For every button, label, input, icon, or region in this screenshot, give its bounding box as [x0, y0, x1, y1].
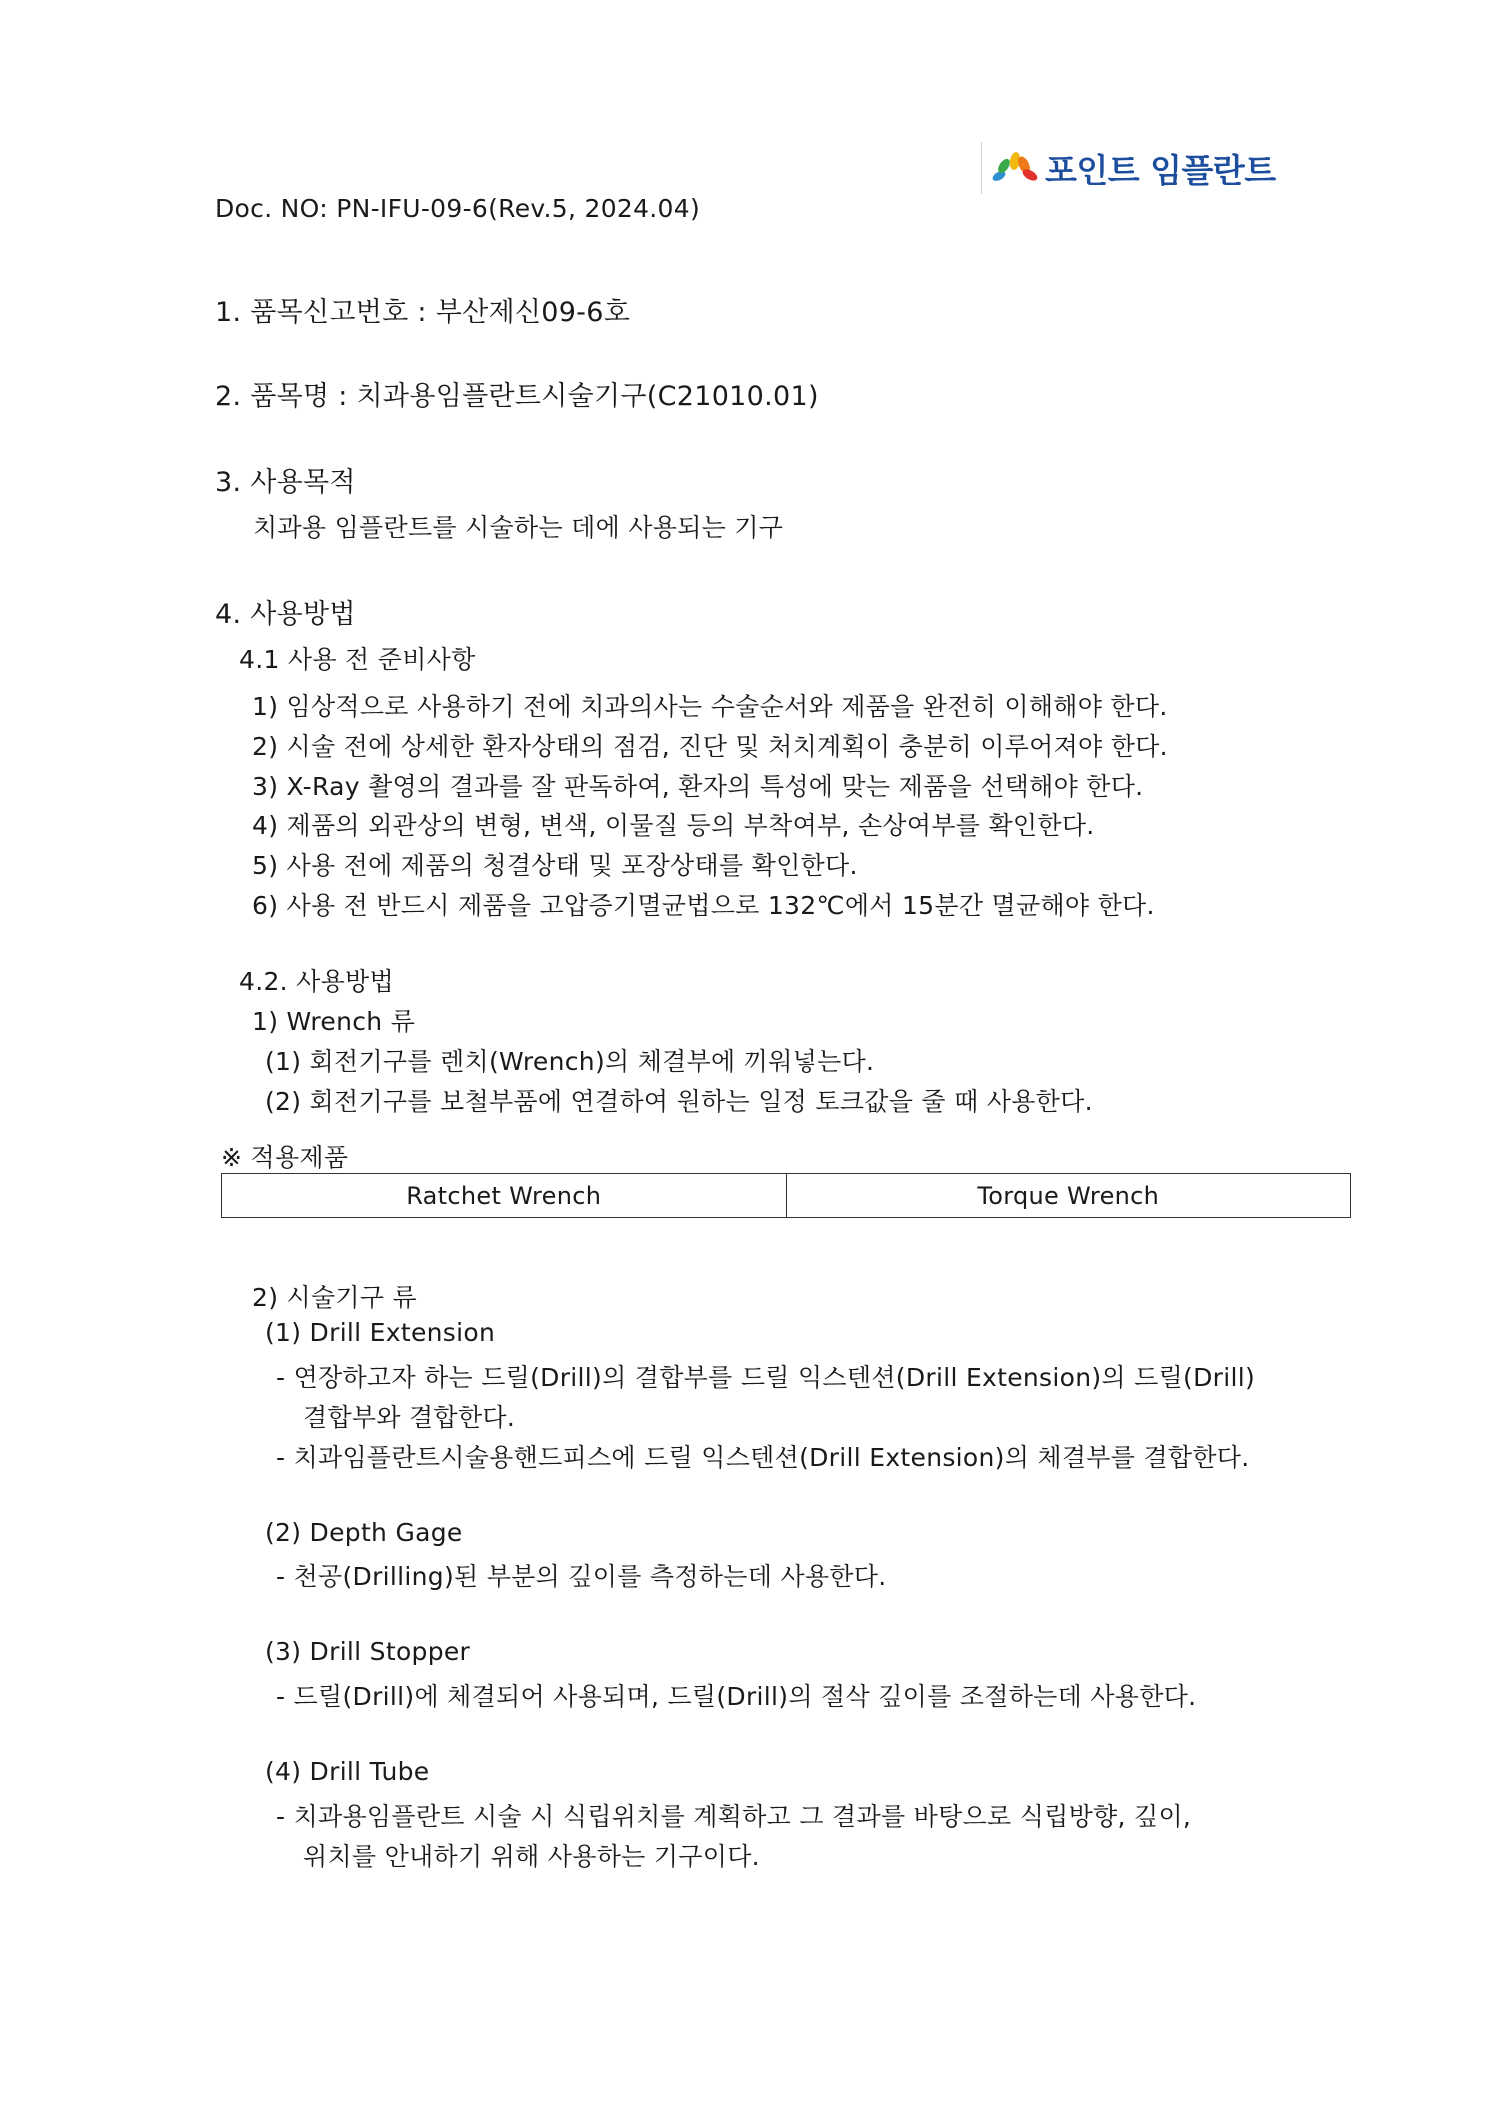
section-4-title: 4. 사용방법 — [215, 599, 356, 630]
prep-item: 2) 시술 전에 상세한 환자상태의 점검, 진단 및 처치계획이 충분히 이루어져야 한다. — [252, 732, 1168, 761]
prep-item: 4) 제품의 외관상의 변형, 변색, 이물질 등의 부착여부, 손상여부를 확인한다. — [252, 811, 1095, 840]
depth-gage-title: (2) Depth Gage — [265, 1518, 463, 1547]
drill-stopper-line: - 드릴(Drill)에 체결되어 사용되며, 드릴(Drill)의 절삭 깊이를 조절하는데 사용한다. — [276, 1682, 1197, 1711]
instruments-title: 2) 시술기구 류 — [252, 1283, 418, 1312]
prep-item: 6) 사용 전 반드시 제품을 고압증기멸균법으로 132℃에서 15분간 멸균해야 한다. — [252, 891, 1155, 920]
drill-extension-line: 결합부와 결합한다. — [303, 1403, 516, 1432]
wrench-item: (1) 회전기구를 렌치(Wrench)의 체결부에 끼워넣는다. — [265, 1047, 875, 1076]
logo-text: 포인트 임플란트 — [1045, 150, 1276, 190]
drill-extension-title: (1) Drill Extension — [265, 1318, 496, 1347]
prep-item: 3) X-Ray 촬영의 결과를 잘 판독하여, 환자의 특성에 맞는 제품을 선택해야 한다. — [252, 772, 1144, 801]
applicable-products-table — [221, 1173, 1351, 1218]
drill-tube-title: (4) Drill Tube — [265, 1757, 430, 1786]
drill-stopper-title: (3) Drill Stopper — [265, 1637, 471, 1666]
table-row — [222, 1174, 1351, 1218]
prep-item: 1) 임상적으로 사용하기 전에 치과의사는 수술순서와 제품을 완전히 이해해야 한다. — [252, 692, 1168, 721]
section-2-product-name: 2. 품목명 : 치과용임플란트시술기구(C21010.01) — [215, 381, 819, 412]
section-3-title: 3. 사용목적 — [215, 467, 356, 498]
section-4-2-title: 4.2. 사용방법 — [239, 967, 394, 996]
logo-petal-icon — [989, 148, 1039, 188]
depth-gage-line: - 천공(Drilling)된 부분의 깊이를 측정하는데 사용한다. — [276, 1562, 887, 1591]
prep-item: 5) 사용 전에 제품의 청결상태 및 포장상태를 확인한다. — [252, 851, 858, 880]
drill-tube-line: 위치를 안내하기 위해 사용하는 기구이다. — [303, 1842, 760, 1871]
section-1-notification-number: 1. 품목신고번호 : 부산제신09-6호 — [215, 297, 631, 328]
doc-number: Doc. NO: PN-IFU-09-6(Rev.5, 2024.04) — [215, 194, 701, 223]
table-cell: Ratchet Wrench — [222, 1174, 787, 1218]
table-cell: Torque Wrench — [786, 1174, 1351, 1218]
drill-extension-line: - 연장하고자 하는 드릴(Drill)의 결합부를 드릴 익스텐션(Drill Extension)의 드릴(Drill) — [276, 1363, 1255, 1392]
section-4-1-title: 4.1 사용 전 준비사항 — [239, 645, 476, 674]
drill-extension-line: - 치과임플란트시술용핸드피스에 드릴 익스텐션(Drill Extension)의 체결부를 결합한다. — [276, 1443, 1250, 1472]
applicable-products-title: ※ 적용제품 — [221, 1143, 349, 1172]
section-3-body: 치과용 임플란트를 시술하는 데에 사용되는 기구 — [253, 513, 784, 542]
wrench-item: (2) 회전기구를 보철부품에 연결하여 원하는 일정 토크값을 줄 때 사용한다. — [265, 1087, 1093, 1116]
company-logo — [981, 142, 1276, 194]
wrench-title: 1) Wrench 류 — [252, 1007, 416, 1036]
drill-tube-line: - 치과용임플란트 시술 시 식립위치를 계획하고 그 결과를 바탕으로 식립방향, 깊이, — [276, 1802, 1192, 1831]
